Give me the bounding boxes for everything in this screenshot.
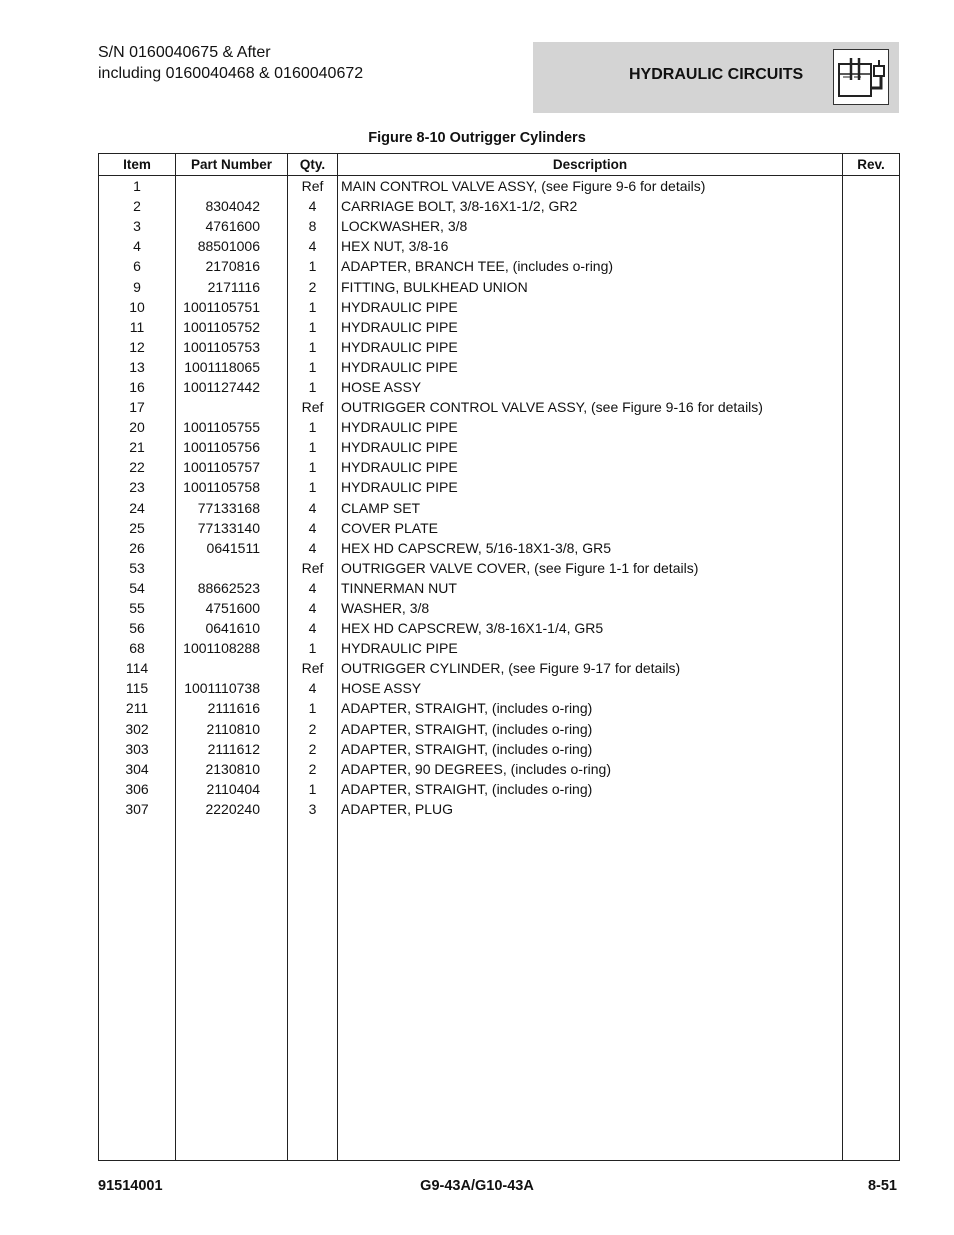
cell-description: HYDRAULIC PIPE	[338, 477, 843, 497]
cell-qty: 4	[288, 518, 338, 538]
cell-part-number: 2111612	[176, 739, 288, 759]
cell-item: 307	[99, 799, 176, 819]
cell-part-number: 1001105752	[176, 317, 288, 337]
cell-part-number: 1001105751	[176, 297, 288, 317]
cell-part-number: 1001108288	[176, 638, 288, 658]
footer-model: G9-43A/G10-43A	[420, 1178, 534, 1194]
cell-rev	[843, 779, 900, 799]
cell-part-number	[176, 176, 288, 197]
cell-item: 54	[99, 578, 176, 598]
parts-table-body	[99, 176, 900, 1161]
cell-rev	[843, 417, 900, 437]
cell-description: CLAMP SET	[338, 498, 843, 518]
cell-description: HOSE ASSY	[338, 678, 843, 698]
cell-item: 4	[99, 236, 176, 256]
table-row	[99, 317, 900, 337]
cell-part-number: 1001105753	[176, 337, 288, 357]
cell-description: HEX HD CAPSCREW, 3/8-16X1-1/4, GR5	[338, 618, 843, 638]
cell-rev	[843, 518, 900, 538]
cell-description: ADAPTER, STRAIGHT, (includes o-ring)	[338, 779, 843, 799]
table-row	[99, 216, 900, 236]
cell-qty: Ref	[288, 397, 338, 417]
table-header-row	[99, 154, 900, 176]
cell-description: HYDRAULIC PIPE	[338, 417, 843, 437]
table-row	[99, 799, 900, 819]
cell-qty: 1	[288, 477, 338, 497]
cell-part-number: 0641610	[176, 618, 288, 638]
cell-part-number: 1001105756	[176, 437, 288, 457]
cell-item: 11	[99, 317, 176, 337]
cell-qty: 1	[288, 256, 338, 276]
cell-rev	[843, 437, 900, 457]
cell-qty: 3	[288, 799, 338, 819]
cell-rev	[843, 337, 900, 357]
cell-item: 211	[99, 698, 176, 718]
serial-line-2: including 0160040468 & 0160040672	[98, 65, 364, 82]
cell-part-number: 8304042	[176, 196, 288, 216]
cell-rev	[843, 658, 900, 678]
table-row	[99, 337, 900, 357]
cell-rev	[843, 196, 900, 216]
table-row	[99, 397, 900, 417]
cell-part-number: 77133140	[176, 518, 288, 538]
cell-rev	[843, 638, 900, 658]
parts-table	[98, 153, 900, 1161]
serial-line-1: S/N 0160040675 & After	[98, 44, 271, 61]
cell-item: 303	[99, 739, 176, 759]
cell-qty: 4	[288, 196, 338, 216]
cell-rev	[843, 719, 900, 739]
cell-description: OUTRIGGER CONTROL VALVE ASSY, (see Figure 9-16 for details)	[338, 397, 843, 417]
cell-description: WASHER, 3/8	[338, 598, 843, 618]
cell-description: HYDRAULIC PIPE	[338, 337, 843, 357]
cell-qty: Ref	[288, 176, 338, 197]
cell-description: HYDRAULIC PIPE	[338, 317, 843, 337]
cell-qty: 2	[288, 759, 338, 779]
cell-item: 302	[99, 719, 176, 739]
table-row	[99, 759, 900, 779]
section-header	[533, 42, 899, 113]
table-row	[99, 256, 900, 276]
cell-part-number: 1001110738	[176, 678, 288, 698]
cell-item: 22	[99, 457, 176, 477]
cell-description: HYDRAULIC PIPE	[338, 638, 843, 658]
cell-part-number: 4761600	[176, 216, 288, 236]
cell-rev	[843, 618, 900, 638]
cell-qty: 1	[288, 357, 338, 377]
cell-qty: 4	[288, 538, 338, 558]
table-row	[99, 719, 900, 739]
cell-qty: Ref	[288, 558, 338, 578]
cell-item: 2	[99, 196, 176, 216]
cell-part-number: 2110404	[176, 779, 288, 799]
hydraulic-tank-icon	[833, 49, 889, 105]
cell-item: 23	[99, 477, 176, 497]
cell-rev	[843, 698, 900, 718]
cell-description: HEX HD CAPSCREW, 5/16-18X1-3/8, GR5	[338, 538, 843, 558]
table-row	[99, 779, 900, 799]
table-row	[99, 538, 900, 558]
empty-cell	[99, 819, 176, 1161]
cell-item: 16	[99, 377, 176, 397]
cell-qty: 4	[288, 678, 338, 698]
table-row	[99, 618, 900, 638]
cell-part-number: 88662523	[176, 578, 288, 598]
table-row	[99, 498, 900, 518]
cell-rev	[843, 297, 900, 317]
cell-part-number	[176, 558, 288, 578]
cell-qty: 1	[288, 297, 338, 317]
table-row	[99, 417, 900, 437]
cell-description: ADAPTER, PLUG	[338, 799, 843, 819]
cell-item: 53	[99, 558, 176, 578]
empty-cell	[338, 819, 843, 1161]
cell-rev	[843, 377, 900, 397]
cell-description: ADAPTER, STRAIGHT, (includes o-ring)	[338, 719, 843, 739]
cell-rev	[843, 256, 900, 276]
table-row	[99, 558, 900, 578]
cell-part-number: 1001105757	[176, 457, 288, 477]
cell-part-number: 1001105758	[176, 477, 288, 497]
cell-rev	[843, 357, 900, 377]
footer-document-number: 91514001	[98, 1178, 163, 1194]
cell-qty: 4	[288, 598, 338, 618]
cell-description: HYDRAULIC PIPE	[338, 457, 843, 477]
cell-part-number: 1001105755	[176, 417, 288, 437]
cell-description: MAIN CONTROL VALVE ASSY, (see Figure 9-6 for details)	[338, 176, 843, 197]
cell-part-number: 88501006	[176, 236, 288, 256]
cell-item: 20	[99, 417, 176, 437]
cell-item: 21	[99, 437, 176, 457]
table-filler-row	[99, 819, 900, 1161]
cell-qty: 1	[288, 317, 338, 337]
cell-part-number: 4751600	[176, 598, 288, 618]
cell-rev	[843, 236, 900, 256]
cell-rev	[843, 759, 900, 779]
cell-rev	[843, 317, 900, 337]
cell-item: 6	[99, 256, 176, 276]
cell-item: 10	[99, 297, 176, 317]
column-header-item: Item	[99, 154, 176, 176]
cell-item: 17	[99, 397, 176, 417]
cell-item: 13	[99, 357, 176, 377]
column-header-rev: Rev.	[843, 154, 900, 176]
cell-rev	[843, 498, 900, 518]
cell-rev	[843, 538, 900, 558]
cell-description: HYDRAULIC PIPE	[338, 357, 843, 377]
cell-rev	[843, 397, 900, 417]
figure-title: Figure 8-10 Outrigger Cylinders	[368, 130, 586, 146]
cell-part-number: 0641511	[176, 538, 288, 558]
cell-item: 1	[99, 176, 176, 197]
cell-rev	[843, 558, 900, 578]
cell-rev	[843, 216, 900, 236]
cell-item: 12	[99, 337, 176, 357]
table-row	[99, 698, 900, 718]
table-row	[99, 176, 900, 197]
column-header-qty: Qty.	[288, 154, 338, 176]
cell-qty: 1	[288, 638, 338, 658]
cell-item: 114	[99, 658, 176, 678]
cell-rev	[843, 276, 900, 296]
table-row	[99, 598, 900, 618]
section-title: HYDRAULIC CIRCUITS	[629, 66, 804, 83]
table-row	[99, 457, 900, 477]
cell-rev	[843, 578, 900, 598]
cell-item: 9	[99, 276, 176, 296]
table-row	[99, 377, 900, 397]
table-row	[99, 236, 900, 256]
cell-rev	[843, 598, 900, 618]
cell-item: 115	[99, 678, 176, 698]
cell-description: ADAPTER, STRAIGHT, (includes o-ring)	[338, 739, 843, 759]
cell-qty: 1	[288, 457, 338, 477]
cell-qty: 4	[288, 578, 338, 598]
table-row	[99, 297, 900, 317]
cell-part-number: 2171116	[176, 276, 288, 296]
table-row	[99, 739, 900, 759]
cell-qty: 1	[288, 337, 338, 357]
cell-part-number: 2110810	[176, 719, 288, 739]
table-row	[99, 437, 900, 457]
cell-qty: 1	[288, 437, 338, 457]
table-row	[99, 477, 900, 497]
table-row	[99, 518, 900, 538]
cell-qty: 1	[288, 417, 338, 437]
cell-description: OUTRIGGER VALVE COVER, (see Figure 1-1 for details)	[338, 558, 843, 578]
empty-cell	[176, 819, 288, 1161]
cell-description: FITTING, BULKHEAD UNION	[338, 276, 843, 296]
cell-description: TINNERMAN NUT	[338, 578, 843, 598]
footer-page-number: 8-51	[867, 1178, 897, 1194]
cell-item: 24	[99, 498, 176, 518]
column-header-part-number: Part Number	[176, 154, 288, 176]
table-row	[99, 357, 900, 377]
cell-qty: 2	[288, 719, 338, 739]
serial-number-block	[98, 42, 363, 84]
cell-part-number	[176, 658, 288, 678]
cell-part-number: 2111616	[176, 698, 288, 718]
cell-rev	[843, 678, 900, 698]
cell-qty: 8	[288, 216, 338, 236]
cell-qty: 4	[288, 498, 338, 518]
cell-item: 25	[99, 518, 176, 538]
cell-rev	[843, 477, 900, 497]
cell-item: 56	[99, 618, 176, 638]
cell-qty: Ref	[288, 658, 338, 678]
cell-description: HYDRAULIC PIPE	[338, 437, 843, 457]
table-row	[99, 658, 900, 678]
cell-description: ADAPTER, BRANCH TEE, (includes o-ring)	[338, 256, 843, 276]
cell-description: ADAPTER, 90 DEGREES, (includes o-ring)	[338, 759, 843, 779]
cell-part-number: 2220240	[176, 799, 288, 819]
cell-item: 3	[99, 216, 176, 236]
cell-part-number: 77133168	[176, 498, 288, 518]
cell-rev	[843, 457, 900, 477]
empty-cell	[288, 819, 338, 1161]
cell-description: HOSE ASSY	[338, 377, 843, 397]
empty-cell	[843, 819, 900, 1161]
cell-description: HYDRAULIC PIPE	[338, 297, 843, 317]
cell-item: 26	[99, 538, 176, 558]
cell-rev	[843, 799, 900, 819]
table-row	[99, 276, 900, 296]
cell-item: 68	[99, 638, 176, 658]
cell-qty: 4	[288, 236, 338, 256]
cell-item: 55	[99, 598, 176, 618]
cell-qty: 2	[288, 739, 338, 759]
cell-qty: 4	[288, 618, 338, 638]
table-row	[99, 678, 900, 698]
cell-part-number: 2170816	[176, 256, 288, 276]
cell-part-number: 1001127442	[176, 377, 288, 397]
cell-rev	[843, 739, 900, 759]
cell-description: CARRIAGE BOLT, 3/8-16X1-1/2, GR2	[338, 196, 843, 216]
cell-rev	[843, 176, 900, 197]
cell-description: ADAPTER, STRAIGHT, (includes o-ring)	[338, 698, 843, 718]
table-row	[99, 196, 900, 216]
column-header-description: Description	[338, 154, 843, 176]
cell-item: 306	[99, 779, 176, 799]
cell-description: LOCKWASHER, 3/8	[338, 216, 843, 236]
cell-part-number	[176, 397, 288, 417]
table-row	[99, 638, 900, 658]
cell-part-number: 1001118065	[176, 357, 288, 377]
cell-description: HEX NUT, 3/8-16	[338, 236, 843, 256]
cell-part-number: 2130810	[176, 759, 288, 779]
cell-qty: 1	[288, 698, 338, 718]
cell-qty: 1	[288, 377, 338, 397]
cell-description: COVER PLATE	[338, 518, 843, 538]
cell-description: OUTRIGGER CYLINDER, (see Figure 9-17 for details)	[338, 658, 843, 678]
cell-qty: 1	[288, 779, 338, 799]
cell-item: 304	[99, 759, 176, 779]
cell-qty: 2	[288, 276, 338, 296]
table-row	[99, 578, 900, 598]
